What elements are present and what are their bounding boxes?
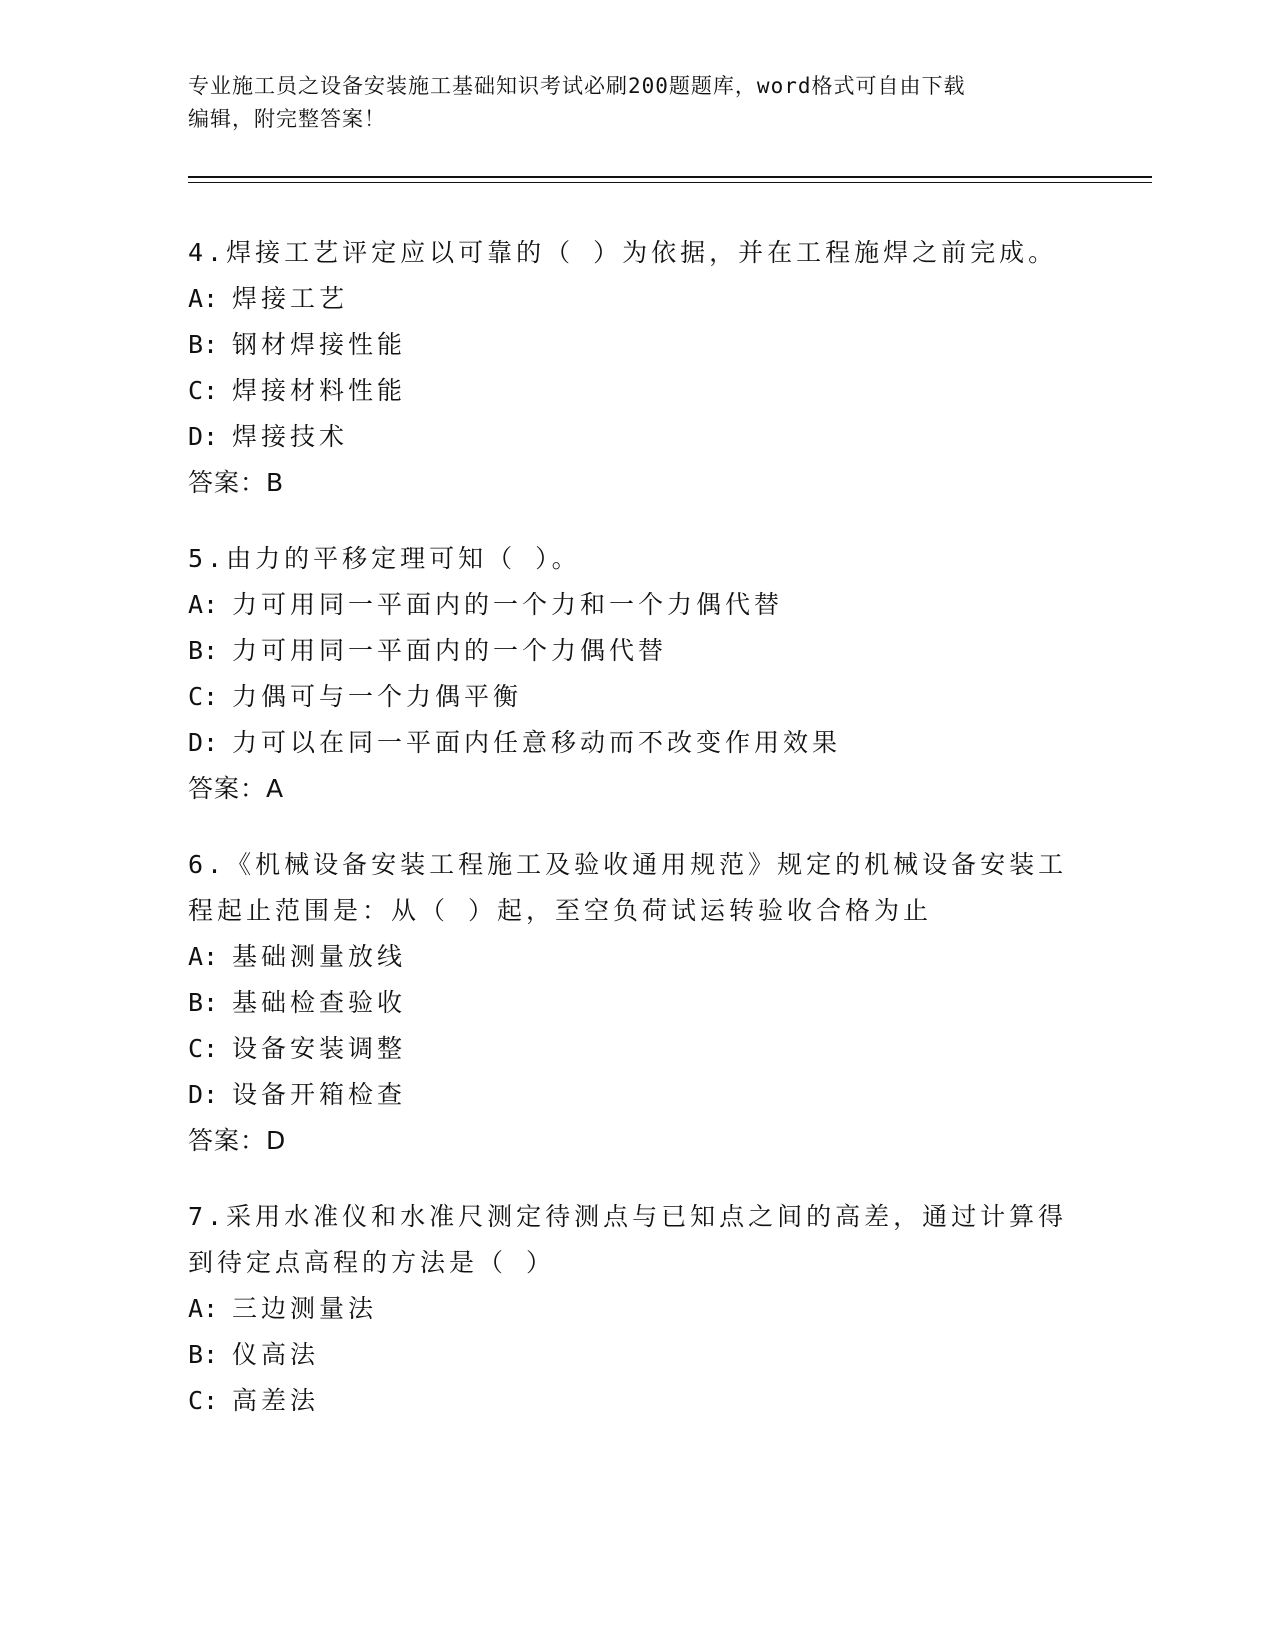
option-text: 仪高法	[232, 1340, 320, 1369]
header-divider-thin	[188, 182, 1152, 183]
option-letter: A:	[188, 284, 219, 313]
question-item	[188, 536, 1088, 812]
question-item	[188, 230, 1088, 506]
option-d	[188, 720, 1088, 766]
option-b	[188, 980, 1088, 1026]
option-text: 力可用同一平面内的一个力偶代替	[232, 636, 668, 665]
answer-line: 答案：D	[188, 1126, 287, 1155]
option-d	[188, 414, 1088, 460]
option-text: 基础测量放线	[232, 942, 407, 971]
option-letter: C:	[188, 1034, 219, 1063]
question-item	[188, 1194, 1088, 1424]
option-letter: A:	[188, 942, 219, 971]
header-divider-thick	[188, 176, 1152, 178]
option-letter: B:	[188, 330, 219, 359]
option-text: 力可以在同一平面内任意移动而不改变作用效果	[232, 728, 842, 757]
option-text: 焊接工艺	[232, 284, 349, 313]
header-line-1: 专业施工员之设备安装施工基础知识考试必刷200题题库，word格式可自由下载	[188, 74, 966, 98]
option-letter: C:	[188, 682, 219, 711]
question-text: 6.《机械设备安装工程施工及验收通用规范》规定的机械设备安装工程起止范围是：从（ ）起，至空负荷试运转验收合格为止	[188, 850, 1068, 925]
question-item	[188, 842, 1088, 1164]
option-c	[188, 368, 1088, 414]
option-text: 力可用同一平面内的一个力和一个力偶代替	[232, 590, 784, 619]
option-a	[188, 1286, 1088, 1332]
answer-line: 答案：B	[188, 468, 285, 497]
option-c	[188, 1026, 1088, 1072]
option-letter: D:	[188, 1080, 219, 1109]
header-line-2: 编辑，附完整答案！	[188, 107, 386, 131]
option-text: 设备安装调整	[232, 1034, 407, 1063]
option-letter: D:	[188, 728, 219, 757]
option-a	[188, 276, 1088, 322]
question-text: 4.焊接工艺评定应以可靠的（ ）为依据，并在工程施焊之前完成。	[188, 238, 1058, 267]
option-d	[188, 1072, 1088, 1118]
option-text: 钢材焊接性能	[232, 330, 407, 359]
option-text: 焊接材料性能	[232, 376, 407, 405]
option-b	[188, 1332, 1088, 1378]
option-c	[188, 674, 1088, 720]
option-text: 设备开箱检查	[232, 1080, 407, 1109]
document-header	[188, 70, 1068, 136]
option-letter: D:	[188, 422, 219, 451]
option-letter: B:	[188, 1340, 219, 1369]
option-letter: A:	[188, 590, 219, 619]
question-list	[188, 230, 1088, 1454]
option-letter: B:	[188, 988, 219, 1017]
answer-line: 答案：A	[188, 774, 285, 803]
option-text: 三边测量法	[232, 1294, 378, 1323]
option-b	[188, 628, 1088, 674]
option-b	[188, 322, 1088, 368]
option-letter: B:	[188, 636, 219, 665]
option-text: 力偶可与一个力偶平衡	[232, 682, 523, 711]
option-a	[188, 934, 1088, 980]
option-text: 基础检查验收	[232, 988, 407, 1017]
question-text: 5.由力的平移定理可知（ ）。	[188, 544, 581, 573]
option-text: 高差法	[232, 1386, 320, 1415]
option-a	[188, 582, 1088, 628]
option-letter: A:	[188, 1294, 219, 1323]
option-letter: C:	[188, 376, 219, 405]
option-text: 焊接技术	[232, 422, 349, 451]
option-letter: C:	[188, 1386, 219, 1415]
option-c	[188, 1378, 1088, 1424]
question-text: 7.采用水准仪和水准尺测定待测点与已知点之间的高差，通过计算得到待定点高程的方法是（ ）	[188, 1202, 1068, 1277]
